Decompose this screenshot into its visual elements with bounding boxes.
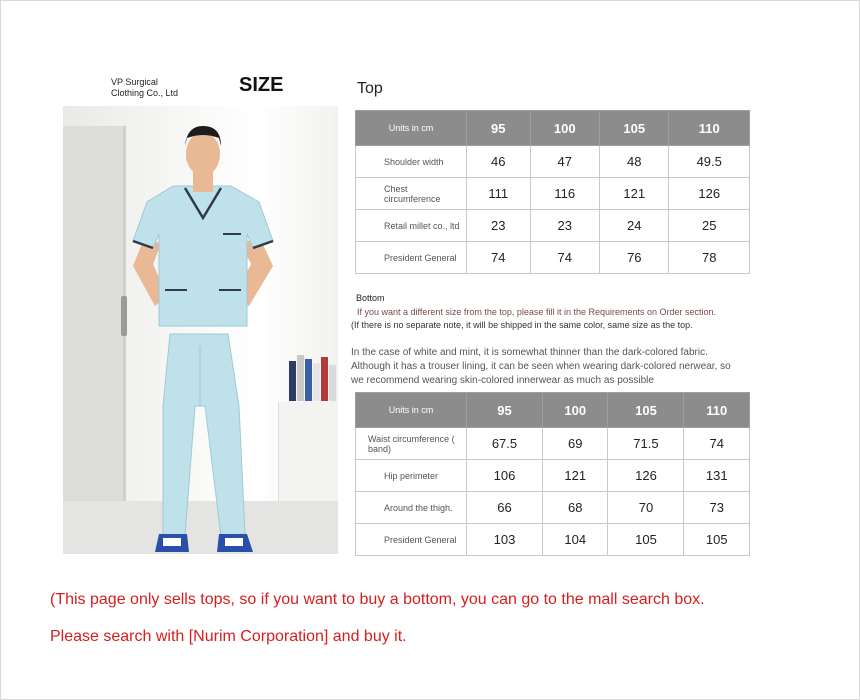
top-title: Top — [357, 80, 383, 97]
row-label: Shoulder width — [356, 146, 467, 178]
cell: 23 — [530, 210, 599, 242]
cell: 106 — [467, 460, 543, 492]
cell: 105 — [684, 524, 750, 556]
cell: 131 — [684, 460, 750, 492]
table-row — [356, 428, 750, 460]
cell: 121 — [542, 460, 608, 492]
cell: 116 — [530, 178, 599, 210]
bottom-unit-label: Units in cm — [356, 393, 467, 428]
brand-line-2: Clothing Co., Ltd — [111, 88, 179, 98]
cell: 49.5 — [669, 146, 750, 178]
bottom-table-header — [356, 393, 750, 428]
cell: 74 — [684, 428, 750, 460]
note-shipping: (If there is no separate note, it will be shipped in the same color, same size as the top. — [351, 320, 693, 330]
cell: 103 — [467, 524, 543, 556]
footer-note-2: Please search with [Nurim Corporation] and buy it. — [50, 628, 407, 645]
row-label: Hip perimeter — [356, 460, 467, 492]
top-size-110: 110 — [669, 111, 750, 146]
cell: 48 — [600, 146, 669, 178]
cell: 24 — [600, 210, 669, 242]
table-row — [356, 210, 750, 242]
cell: 121 — [600, 178, 669, 210]
model-figure — [63, 106, 338, 554]
note-fabric-line-3: we recommend wearing skin-colored innerwear as much as possible — [351, 375, 654, 386]
cell: 111 — [467, 178, 531, 210]
cell: 74 — [467, 242, 531, 274]
table-row — [356, 178, 750, 210]
cell: 25 — [669, 210, 750, 242]
cell: 69 — [542, 428, 608, 460]
cell: 47 — [530, 146, 599, 178]
bottom-size-95: 95 — [467, 393, 543, 428]
top-size-table — [355, 110, 750, 274]
note-fabric — [351, 346, 761, 388]
bottom-size-105: 105 — [608, 393, 684, 428]
product-photo — [63, 106, 338, 554]
cell: 70 — [608, 492, 684, 524]
row-label: Retail millet co., ltd — [356, 210, 467, 242]
cell: 46 — [467, 146, 531, 178]
note-fabric-line-2: Although it has a trouser lining, it can be seen when wearing dark-colored nerwear, so — [351, 361, 731, 372]
table-row — [356, 146, 750, 178]
row-label: Around the thigh. — [356, 492, 467, 524]
top-unit-label: Units in cm — [356, 111, 467, 146]
table-row — [356, 492, 750, 524]
cell: 78 — [669, 242, 750, 274]
cell: 105 — [608, 524, 684, 556]
row-label: Waist circumference ( band) — [356, 428, 467, 460]
cell: 73 — [684, 492, 750, 524]
bottom-title: Bottom — [356, 293, 385, 303]
row-label: President General — [356, 524, 467, 556]
top-table-header — [356, 111, 750, 146]
size-title: SIZE — [239, 74, 284, 96]
footer-note-1: (This page only sells tops, so if you want to buy a bottom, you can go to the mall search box. — [50, 591, 705, 608]
cell: 67.5 — [467, 428, 543, 460]
cell: 126 — [608, 460, 684, 492]
row-label: Chest circumference — [356, 178, 467, 210]
cell: 104 — [542, 524, 608, 556]
top-size-100: 100 — [530, 111, 599, 146]
brand-line-1: VP Surgical — [111, 77, 158, 87]
bottom-size-110: 110 — [684, 393, 750, 428]
bottom-size-table — [355, 392, 750, 556]
cell: 23 — [467, 210, 531, 242]
table-row — [356, 460, 750, 492]
cell: 76 — [600, 242, 669, 274]
bottom-size-100: 100 — [542, 393, 608, 428]
cell: 66 — [467, 492, 543, 524]
table-row — [356, 242, 750, 274]
row-label: President General — [356, 242, 467, 274]
brand-name — [111, 77, 201, 99]
note-fabric-line-1: In the case of white and mint, it is somewhat thinner than the dark-colored fabric. — [351, 347, 708, 358]
table-row — [356, 524, 750, 556]
cell: 74 — [530, 242, 599, 274]
top-size-95: 95 — [467, 111, 531, 146]
cell: 126 — [669, 178, 750, 210]
cell: 68 — [542, 492, 608, 524]
top-size-105: 105 — [600, 111, 669, 146]
cell: 71.5 — [608, 428, 684, 460]
note-different-size: If you want a different size from the top, please fill it in the Requirements on Order section. — [357, 307, 717, 317]
